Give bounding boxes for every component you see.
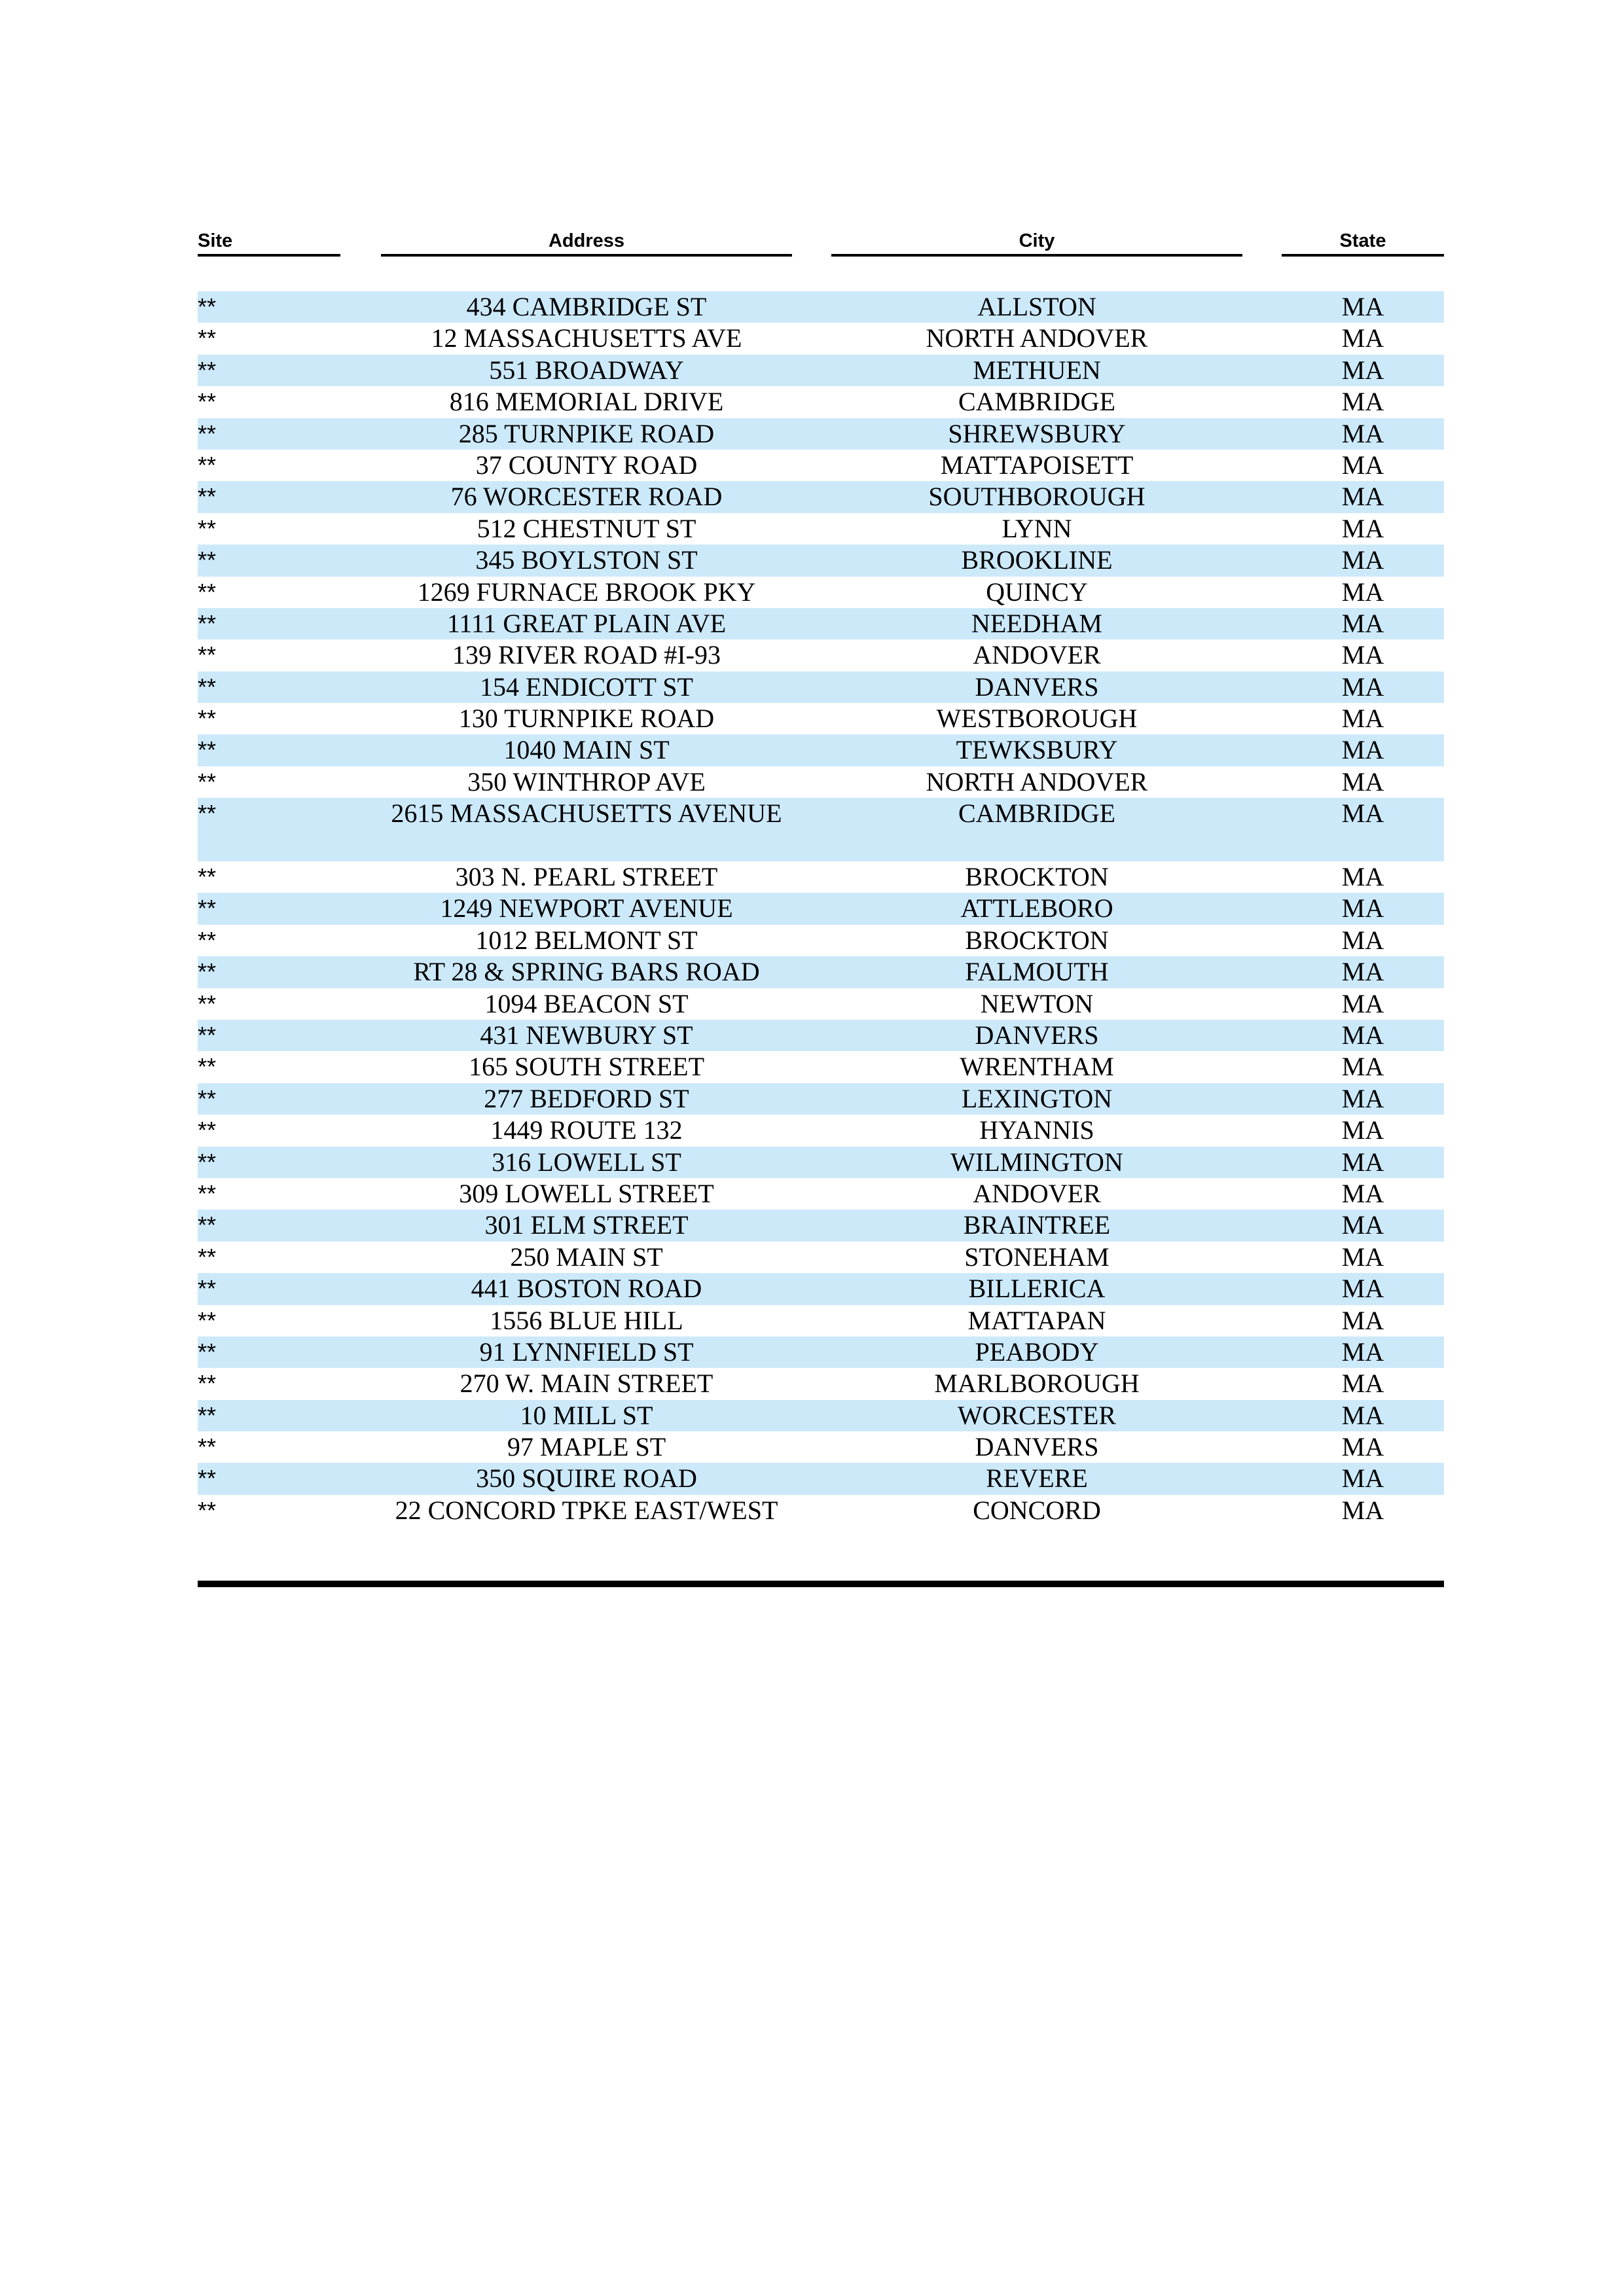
- city-cell: MATTAPOISETT: [940, 450, 1134, 480]
- city-cell: WRENTHAM: [960, 1052, 1114, 1082]
- city-cell: QUINCY: [986, 577, 1088, 607]
- city-cell: ATTLEBORO: [960, 893, 1113, 924]
- table-row: [198, 450, 1444, 481]
- city-cell: CAMBRIDGE: [958, 387, 1116, 417]
- table-row: [198, 1463, 1444, 1494]
- table-row: [198, 481, 1444, 512]
- site-cell: **: [198, 388, 217, 416]
- site-cell: **: [198, 514, 217, 542]
- city-cell: BILLERICA: [968, 1274, 1106, 1304]
- address-cell: 350 SQUIRE ROAD: [476, 1463, 697, 1494]
- state-cell: MA: [1341, 1274, 1384, 1304]
- state-cell: MA: [1341, 513, 1384, 543]
- site-cell: **: [198, 1306, 217, 1334]
- site-cell: **: [198, 1275, 217, 1302]
- table-row: [198, 639, 1444, 671]
- column-header-site: Site: [198, 228, 340, 257]
- table-row: [198, 1495, 1444, 1558]
- city-cell: NORTH ANDOVER: [926, 766, 1148, 797]
- address-cell: 76 WORCESTER ROAD: [450, 482, 723, 512]
- address-cell: 345 BOYLSTON ST: [475, 545, 698, 575]
- address-cell: 1269 FURNACE BROOK PKY: [417, 577, 756, 607]
- city-cell: ALLSTON: [977, 292, 1096, 321]
- state-cell: MA: [1341, 292, 1384, 321]
- table-row: [198, 1147, 1444, 1178]
- site-cell: **: [198, 990, 217, 1017]
- city-cell: DANVERS: [975, 1432, 1099, 1462]
- state-cell: MA: [1341, 735, 1384, 765]
- city-cell: NEEDHAM: [971, 608, 1102, 638]
- site-cell: **: [198, 1433, 217, 1461]
- site-cell: **: [198, 420, 217, 447]
- city-cell: BROCKTON: [965, 925, 1109, 955]
- site-cell: **: [198, 1053, 217, 1081]
- column-header-address: Address: [381, 228, 792, 257]
- address-cell: 139 RIVER ROAD #I-93: [452, 640, 721, 670]
- site-cell: **: [198, 958, 217, 986]
- state-cell: MA: [1341, 798, 1384, 829]
- table-row: [198, 672, 1444, 703]
- city-cell: LYNN: [1001, 513, 1072, 543]
- table-row: [198, 1431, 1444, 1463]
- state-cell: MA: [1341, 988, 1384, 1018]
- address-cell: 1094 BEACON ST: [484, 988, 689, 1018]
- table-row: [198, 513, 1444, 545]
- city-cell: NEWTON: [980, 988, 1094, 1018]
- city-cell: BROCKTON: [965, 862, 1109, 892]
- state-cell: MA: [1341, 1495, 1384, 1525]
- table-row: [198, 418, 1444, 450]
- site-cell: **: [198, 609, 217, 637]
- state-cell: MA: [1341, 1020, 1384, 1050]
- address-cell: 154 ENDICOTT ST: [480, 672, 693, 702]
- table-row: [198, 1305, 1444, 1336]
- site-cell: **: [198, 1179, 217, 1207]
- address-cell: 551 BROADWAY: [489, 355, 684, 385]
- table-row: [198, 1178, 1444, 1210]
- table-row: [198, 545, 1444, 576]
- address-cell: 441 BOSTON ROAD: [471, 1274, 702, 1304]
- address-cell: 1249 NEWPORT AVENUE: [440, 893, 733, 924]
- table-row: [198, 1115, 1444, 1146]
- table-row: [198, 734, 1444, 766]
- table-row: [198, 355, 1444, 386]
- address-cell: 165 SOUTH STREET: [469, 1052, 704, 1082]
- state-cell: MA: [1341, 355, 1384, 385]
- state-cell: MA: [1341, 672, 1384, 702]
- site-cell: **: [198, 356, 217, 384]
- address-cell: 22 CONCORD TPKE EAST/WEST: [395, 1495, 778, 1525]
- address-cell: 37 COUNTY ROAD: [475, 450, 698, 480]
- bottom-rule-divider: [198, 1581, 1444, 1587]
- site-cell: **: [198, 863, 217, 891]
- address-cell: 250 MAIN ST: [510, 1242, 663, 1272]
- city-cell: DANVERS: [975, 672, 1099, 702]
- state-cell: MA: [1341, 323, 1384, 353]
- table-row: [198, 291, 1444, 323]
- state-cell: MA: [1341, 608, 1384, 638]
- city-cell: HYANNIS: [979, 1115, 1094, 1145]
- site-cell: **: [198, 1148, 217, 1175]
- address-cell: 1556 BLUE HILL: [490, 1305, 683, 1335]
- table-row: [198, 703, 1444, 734]
- city-cell: MARLBOROUGH: [934, 1369, 1140, 1399]
- table-row: [198, 956, 1444, 988]
- city-cell: STONEHAM: [964, 1242, 1110, 1272]
- state-cell: MA: [1341, 545, 1384, 575]
- site-cell: **: [198, 926, 217, 954]
- address-cell: 130 TURNPIKE ROAD: [458, 704, 715, 734]
- city-cell: WILMINGTON: [950, 1147, 1123, 1177]
- state-cell: MA: [1341, 1178, 1384, 1208]
- state-cell: MA: [1341, 925, 1384, 955]
- site-cell: **: [198, 451, 217, 478]
- address-cell: 431 NEWBURY ST: [480, 1020, 693, 1050]
- city-cell: MATTAPAN: [967, 1305, 1106, 1335]
- city-cell: ANDOVER: [973, 640, 1101, 670]
- state-cell: MA: [1341, 1147, 1384, 1177]
- city-cell: METHUEN: [973, 355, 1101, 385]
- table-row: [198, 1051, 1444, 1083]
- address-cell: 10 MILL ST: [520, 1400, 653, 1430]
- state-cell: MA: [1341, 450, 1384, 480]
- site-cell: **: [198, 1085, 217, 1112]
- address-cell: RT 28 & SPRING BARS ROAD: [413, 957, 760, 987]
- state-cell: MA: [1341, 1305, 1384, 1335]
- state-cell: MA: [1341, 418, 1384, 448]
- state-cell: MA: [1341, 1052, 1384, 1082]
- address-cell: 2615 MASSACHUSETTS AVENUE: [391, 798, 782, 829]
- table-row: [198, 1368, 1444, 1399]
- address-cell: 816 MEMORIAL DRIVE: [449, 387, 724, 417]
- state-cell: MA: [1341, 1369, 1384, 1399]
- site-cell: **: [198, 1401, 217, 1429]
- state-cell: MA: [1341, 766, 1384, 797]
- address-cell: 512 CHESTNUT ST: [477, 513, 696, 543]
- address-cell: 97 MAPLE ST: [507, 1432, 666, 1462]
- address-cell: 1111 GREAT PLAIN AVE: [446, 608, 727, 638]
- city-cell: WORCESTER: [957, 1400, 1117, 1430]
- table-row: [198, 893, 1444, 924]
- city-cell: BROOKLINE: [961, 545, 1113, 575]
- table-row: [198, 1020, 1444, 1051]
- site-cell: **: [198, 578, 217, 605]
- address-cell: 1449 ROUTE 132: [490, 1115, 683, 1145]
- city-cell: WESTBOROUGH: [936, 704, 1138, 734]
- state-cell: MA: [1341, 482, 1384, 512]
- table-row: [198, 323, 1444, 354]
- table-row: [198, 861, 1444, 893]
- table-row: [198, 1083, 1444, 1115]
- site-cell: **: [198, 547, 217, 574]
- state-cell: MA: [1341, 1083, 1384, 1113]
- site-cell: **: [198, 1117, 217, 1144]
- site-cell: **: [198, 1211, 217, 1239]
- column-header-city: City: [831, 228, 1242, 257]
- site-cell: **: [198, 736, 217, 764]
- city-cell: CAMBRIDGE: [958, 798, 1116, 829]
- address-cell: 309 LOWELL STREET: [459, 1178, 714, 1208]
- site-cell: **: [198, 641, 217, 669]
- state-cell: MA: [1341, 1115, 1384, 1145]
- address-cell: 1040 MAIN ST: [503, 735, 670, 765]
- city-cell: DANVERS: [975, 1020, 1099, 1050]
- city-cell: PEABODY: [975, 1336, 1099, 1367]
- address-cell: 1012 BELMONT ST: [475, 925, 698, 955]
- city-cell: REVERE: [986, 1463, 1088, 1494]
- site-cell: **: [198, 673, 217, 700]
- city-cell: BRAINTREE: [963, 1210, 1111, 1240]
- table-row: [198, 766, 1444, 798]
- address-cell: 434 CAMBRIDGE ST: [466, 292, 707, 321]
- state-cell: MA: [1341, 957, 1384, 987]
- address-cell: 277 BEDFORD ST: [484, 1083, 689, 1113]
- state-cell: MA: [1341, 1432, 1384, 1462]
- site-cell: **: [198, 1243, 217, 1270]
- address-cell: 12 MASSACHUSETTS AVE: [431, 323, 742, 353]
- table-row: [198, 1273, 1444, 1304]
- address-cell: 285 TURNPIKE ROAD: [458, 418, 715, 448]
- city-cell: ANDOVER: [973, 1178, 1101, 1208]
- site-list-table: [198, 291, 1444, 1558]
- site-cell: **: [198, 895, 217, 922]
- table-row: [198, 608, 1444, 639]
- state-cell: MA: [1341, 577, 1384, 607]
- table-row: [198, 1400, 1444, 1431]
- address-cell: 316 LOWELL ST: [492, 1147, 681, 1177]
- state-cell: MA: [1341, 862, 1384, 892]
- site-cell: **: [198, 325, 217, 352]
- city-cell: CONCORD: [973, 1495, 1101, 1525]
- site-cell: **: [198, 293, 217, 320]
- site-cell: **: [198, 705, 217, 732]
- address-cell: 270 W. MAIN STREET: [460, 1369, 713, 1399]
- state-cell: MA: [1341, 387, 1384, 417]
- address-cell: 303 N. PEARL STREET: [455, 862, 718, 892]
- site-cell: **: [198, 768, 217, 795]
- address-cell: 91 LYNNFIELD ST: [479, 1336, 694, 1367]
- site-cell: **: [198, 800, 217, 827]
- table-row: [198, 1210, 1444, 1241]
- state-cell: MA: [1341, 893, 1384, 924]
- state-cell: MA: [1341, 1400, 1384, 1430]
- state-cell: MA: [1341, 1463, 1384, 1494]
- table-row: [198, 1336, 1444, 1368]
- address-cell: 350 WINTHROP AVE: [467, 766, 706, 797]
- state-cell: MA: [1341, 1242, 1384, 1272]
- site-cell: **: [198, 483, 217, 511]
- table-row: [198, 577, 1444, 608]
- site-cell: **: [198, 1022, 217, 1049]
- site-cell: **: [198, 1465, 217, 1492]
- address-cell: 301 ELM STREET: [484, 1210, 689, 1240]
- state-cell: MA: [1341, 704, 1384, 734]
- city-cell: NORTH ANDOVER: [926, 323, 1148, 353]
- state-cell: MA: [1341, 1210, 1384, 1240]
- table-row: [198, 798, 1444, 861]
- site-cell: **: [198, 1338, 217, 1365]
- state-cell: MA: [1341, 640, 1384, 670]
- site-cell: **: [198, 1370, 217, 1397]
- city-cell: FALMOUTH: [965, 957, 1109, 987]
- column-header-state: State: [1282, 228, 1444, 257]
- table-row: [198, 1242, 1444, 1273]
- city-cell: LEXINGTON: [961, 1083, 1113, 1113]
- table-row: [198, 925, 1444, 956]
- city-cell: SHREWSBURY: [948, 418, 1126, 448]
- city-cell: SOUTHBOROUGH: [928, 482, 1146, 512]
- state-cell: MA: [1341, 1336, 1384, 1367]
- table-row: [198, 988, 1444, 1020]
- table-row: [198, 386, 1444, 418]
- city-cell: TEWKSBURY: [956, 735, 1118, 765]
- site-cell: **: [198, 1496, 217, 1524]
